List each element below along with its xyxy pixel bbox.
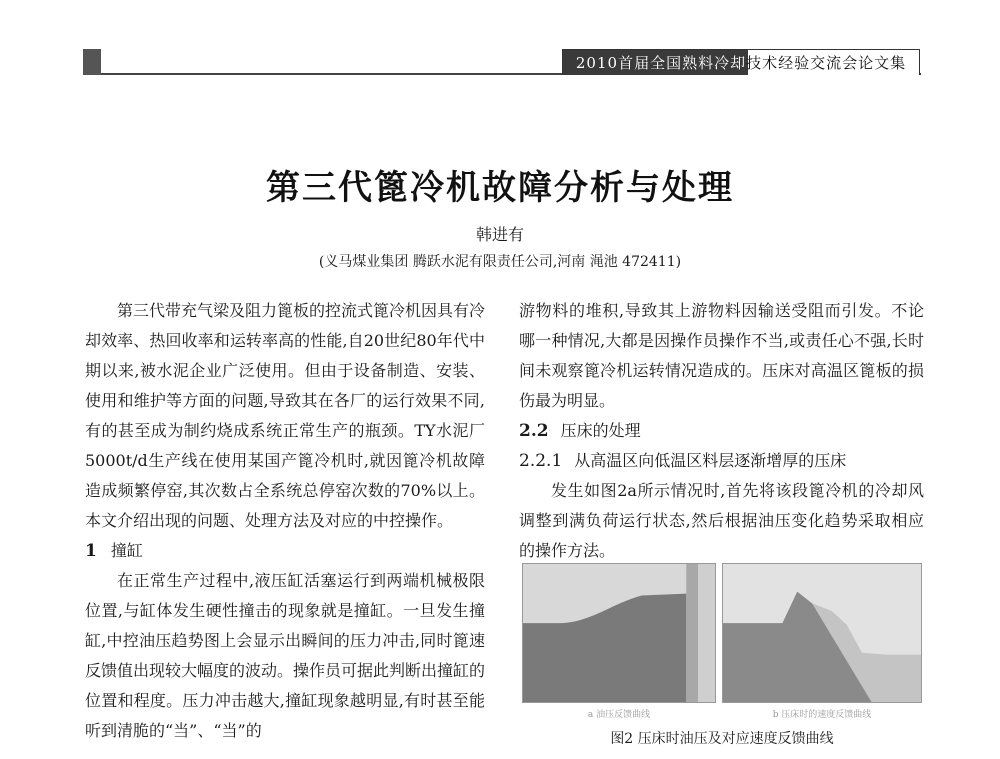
section-1-heading (85, 536, 485, 566)
affiliation: (义马煤业集团 腾跃水泥有限责任公司,河南 渑池 472411) (318, 254, 682, 270)
continued-paragraph: 游物料的堆积,导致其上游物料因输送受阻而引发。不论哪一种情况,大都是因操作员操作不当,或责任心不强,长时间未观察篦冷机运转情况造成的。压床对高温区篦板的损伤最为明显。 (519, 301, 924, 410)
figure-2 (522, 563, 922, 723)
section-title: 从高温区向低温区料层逐渐增厚的压床 (574, 451, 847, 470)
oil-pressure-graphic (523, 564, 715, 702)
subcaption-a: a 油压反馈曲线 (587, 710, 651, 720)
section-1-paragraph: 在正常生产过程中,液压缸活塞运行到两端机械极限位置,与缸体发生硬性撞击的现象就是撞缸。一旦发生撞缸,中控油压趋势图上会显示出瞬间的压力冲击,同时篦速反馈值出现较大幅度的波动。操作员可据此判断出撞缸的位置和程度。压力冲击越大,撞缸现象越明显,有时甚至能听到清脆的“当”、“当”的 (85, 571, 486, 740)
section-title: 撞缸 (110, 541, 143, 560)
left-column (85, 296, 485, 746)
journal-name-rest: 技术经验交流会论文集 (746, 54, 907, 72)
article-title: 第三代篦冷机故障分析与处理 (266, 168, 734, 208)
section-2-2-heading (519, 416, 924, 446)
right-column (519, 296, 924, 566)
section-number: 1 (85, 541, 97, 561)
section-2-2-1-heading (519, 446, 924, 476)
speed-feedback-graphic (723, 564, 921, 702)
intro-paragraph: 第三代带充气梁及阻力篦板的控流式篦冷机因具有冷却效率、热回收率和运转率高的性能,自20世纪80年代中期以来,被水泥企业广泛使用。但由于设备制造、安装、使用和维护等方面的问题,导致其在各厂的运行效果不同,有的甚至成为制约烧成系统正常生产的瓶颈。TY水泥厂5000t/d生产线在使用某国产篦冷机时,就因篦冷机故障造成频繁停窑,其次数占全系统总停窑次数的70%以上。本文介绍出现的问题、处理方法及对应的中控操作。 (85, 301, 486, 530)
header-square (83, 49, 101, 75)
pressure-spike-band (686, 564, 698, 702)
subcaption-b: b 压床时的速度反馈曲线 (772, 710, 872, 720)
section-number: 2.2.1 (519, 451, 563, 471)
journal-name-highlight: 2010首届全国熟料冷却 (575, 54, 747, 72)
oil-pressure-chart (522, 563, 716, 703)
author: 韩进有 (475, 225, 524, 244)
chart-tail (698, 564, 715, 702)
speed-feedback-chart (722, 563, 922, 703)
journal-header (562, 49, 920, 75)
figure-caption: 图2 压床时油压及对应速度反馈曲线 (610, 731, 834, 747)
section-2-2-1-paragraph: 发生如图2a所示情况时,首先将该段篦冷机的冷却风调整到满负荷运行状态,然后根据油压变化趋势采取相应的操作方法。 (519, 481, 924, 560)
section-number: 2.2 (519, 421, 549, 441)
section-title: 压床的处理 (560, 421, 641, 440)
